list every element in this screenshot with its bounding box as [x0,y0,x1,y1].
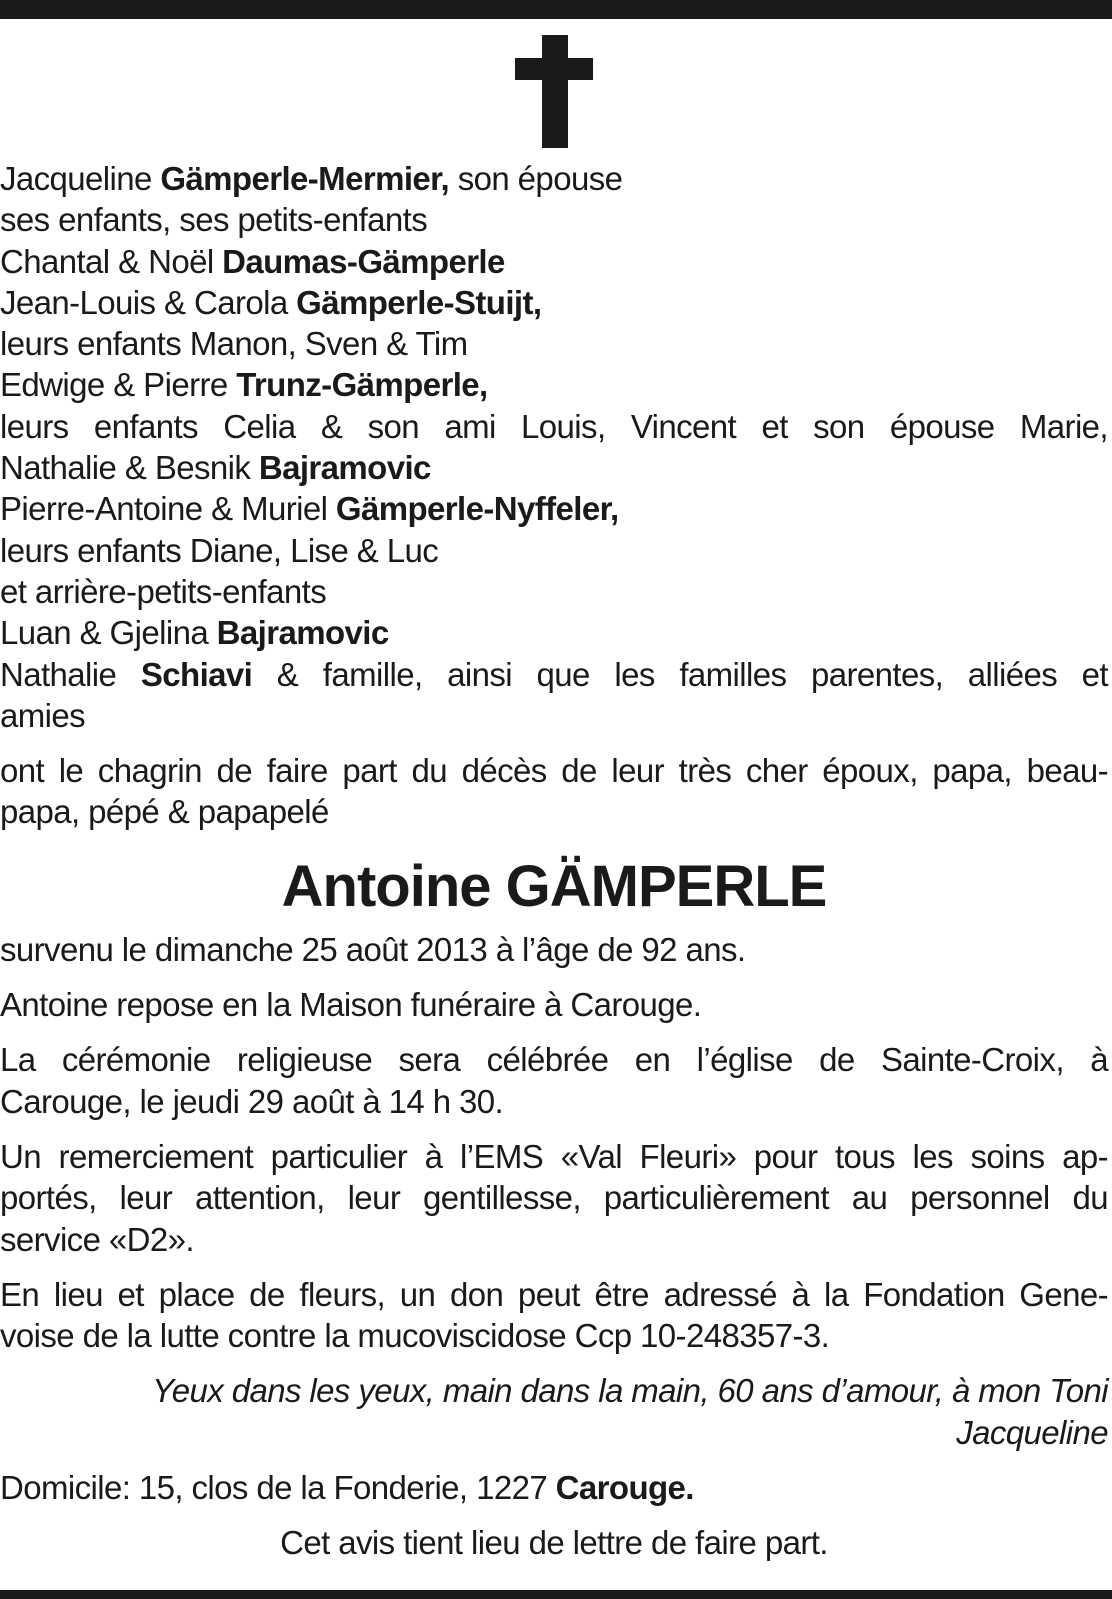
domicile-address: Domicile: 15, clos de la Fonderie, 1227 [0,1469,556,1507]
ceremony-line: La cérémonie religieuse sera célébrée en l’église de Sainte-Croix, à [0,1041,1108,1079]
announcement-line: papa, pépé & papapelé [0,793,329,831]
family-line: leurs enfants Manon, Sven & Tim [0,325,468,363]
date-line: survenu le dimanche 25 août 2013 à l’âge de 92 ans. [0,930,746,968]
family-line: Chantal & Noël Daumas-Gämperle [0,242,505,280]
thanks-paragraph [0,1136,1108,1260]
cross-vertical-bar [542,35,568,148]
footer-note: Cet avis tient lieu de lettre de faire part. [280,1524,828,1562]
cross-icon [515,35,593,148]
announcement-line: ont le chagrin de faire part du décès de leur très cher époux, papa, beau- [0,752,1108,790]
dedication-signature: Jacqueline [956,1413,1108,1451]
family-line: ses enfants, ses petits-enfants [0,201,428,239]
domicile-city: Carouge. [555,1469,694,1507]
obituary-body [0,158,1108,1564]
family-line: Nathalie Schiavi & famille, ainsi que les familles parentes, alliées et [0,655,1108,693]
ceremony-line: Carouge, le jeudi 29 août à 14 h 30. [0,1082,504,1120]
family-line: leurs enfants Diane, Lise & Luc [0,531,439,569]
ceremony-paragraph [0,1039,1108,1122]
repose-line: Antoine repose en la Maison funéraire à Carouge. [0,986,702,1024]
donation-paragraph [0,1274,1108,1357]
donation-line: voise de la lutte contre la mucoviscidose Ccp 10-248357-3. [0,1317,830,1355]
family-line: Nathalie & Besnik Bajramovic [0,449,431,487]
family-line: Jacqueline Gämperle-Mermier, son épouse [0,160,623,197]
family-line: leurs enfants Celia & son ami Louis, Vincent et son épouse Marie, [0,407,1108,445]
announcement-paragraph [0,750,1108,833]
family-line: amies [0,696,86,734]
top-rule [0,0,1112,19]
domicile-line [0,1467,1108,1508]
thanks-line: Un remerciement particulier à l’EMS «Val Fleuri» pour tous les soins ap- [0,1137,1108,1175]
family-line: Edwige & Pierre Trunz-Gämperle, [0,366,488,404]
bottom-rule [0,1590,1112,1599]
family-line: et arrière-petits-enfants [0,572,327,610]
deceased-name: Antoine GÄMPERLE [281,853,827,919]
family-list [0,158,1108,736]
family-line: Pierre-Antoine & Muriel Gämperle-Nyffeler, [0,490,619,528]
family-line: Luan & Gjelina Bajramovic [0,614,389,652]
cross-horizontal-bar [515,58,593,80]
dedication [0,1370,1108,1453]
donation-line: En lieu et place de fleurs, un don peut être adressé à la Fondation Gene- [0,1275,1108,1313]
family-line: Jean-Louis & Carola Gämperle-Stuijt, [0,283,542,321]
thanks-line: service «D2». [0,1220,194,1258]
thanks-line: portés, leur attention, leur gentillesse, particulièrement au personnel du [0,1179,1108,1217]
dedication-text: Yeux dans les yeux, main dans la main, 60 ans d’amour, à mon Toni [152,1372,1108,1410]
